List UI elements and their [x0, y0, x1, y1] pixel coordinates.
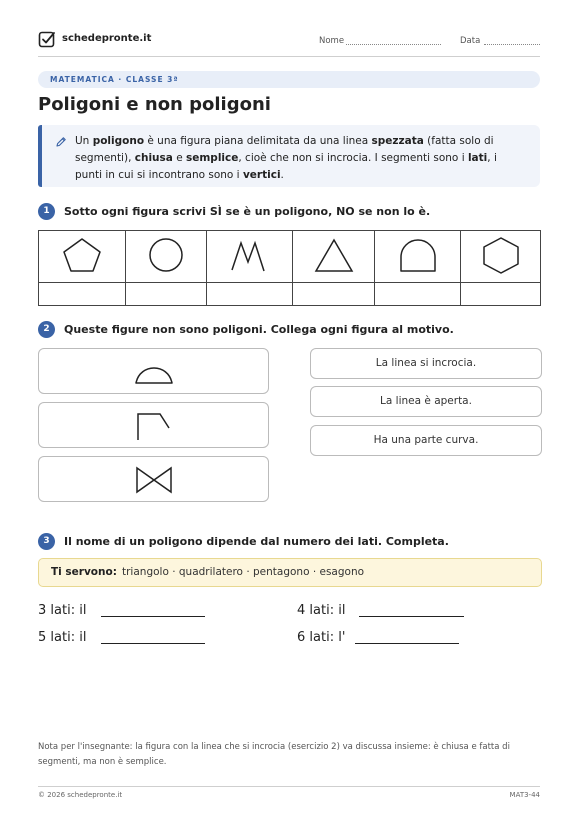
- subject-label: MATEMATICA · CLASSE 3ª: [50, 75, 179, 84]
- motif-curved[interactable]: Ha una parte curva.: [310, 425, 542, 456]
- shape-cell: [207, 231, 293, 283]
- answer-cell-6[interactable]: [461, 283, 541, 306]
- checkbox-logo-icon: [38, 30, 56, 48]
- curved-arch-icon: [134, 357, 174, 387]
- circle-icon: [146, 235, 186, 275]
- definition-text: Un poligono è una figura piana delimitata da una linea spezzata (fatta solo di segmenti), chiusa e semplice, cioè che non si incrocia. I segmenti sono i lati, i punti in cui si incontrano sono i vertici.: [75, 135, 497, 181]
- answer-cell-1[interactable]: [39, 283, 126, 306]
- date-label: Data: [460, 36, 481, 46]
- brand-name: schedepronte.it: [62, 33, 152, 44]
- figure-box-3[interactable]: [38, 456, 269, 502]
- answer-cell-5[interactable]: [375, 283, 461, 306]
- answer-cell-2[interactable]: [126, 283, 207, 306]
- motif-crossing[interactable]: La linea si incrocia.: [310, 348, 542, 379]
- hint-label: Ti servono:: [51, 566, 117, 578]
- teacher-note: Nota per l'insegnante: la figura con la linea che si incrocia (esercizio 2) va discussa insieme: è chiusa e fatta di segmenti, ma non è semplice.: [38, 742, 510, 767]
- pencil-icon: [55, 136, 67, 148]
- shape-cell: [375, 231, 461, 283]
- footer-code: MAT3-44: [509, 791, 540, 799]
- fill-label-3-sides: 3 lati: il: [38, 603, 87, 618]
- fill-line-6-sides[interactable]: [355, 643, 459, 644]
- bowtie-icon: [134, 465, 174, 495]
- header-divider: [38, 56, 540, 57]
- fill-line-5-sides[interactable]: [101, 643, 205, 644]
- fill-label-4-sides: 4 lati: il: [297, 603, 346, 618]
- triangle-icon: [312, 235, 356, 275]
- name-label: Nome: [319, 36, 345, 46]
- figure-box-1[interactable]: [38, 348, 269, 394]
- fill-label-6-sides: 6 lati: l': [297, 630, 346, 645]
- shape-cell: [126, 231, 207, 283]
- hint-words: triangolo · quadrilatero · pentagono · esagono: [122, 566, 365, 578]
- arch-icon: [396, 235, 440, 275]
- definition-accent: [38, 125, 42, 187]
- shape-cell: [461, 231, 541, 283]
- shapes-table: [38, 230, 541, 306]
- footer-divider: [38, 786, 540, 787]
- motif-open[interactable]: La linea è aperta.: [310, 386, 542, 417]
- zigzag-icon: [228, 235, 272, 275]
- figure-box-2[interactable]: [38, 402, 269, 448]
- exercise-1-prompt: Sotto ogni figura scrivi SÌ se è un poligono, NO se non lo è.: [64, 205, 431, 218]
- exercise-number-1: 1: [38, 203, 55, 220]
- name-field[interactable]: [346, 44, 441, 45]
- exercise-2-prompt: Queste figure non sono poligoni. Collega ogni figura al motivo.: [64, 323, 454, 336]
- fill-line-4-sides[interactable]: [359, 616, 464, 617]
- fill-line-3-sides[interactable]: [101, 616, 205, 617]
- exercise-3-prompt: Il nome di un poligono dipende dal numero dei lati. Completa.: [64, 535, 449, 548]
- exercise-number-2: 2: [38, 321, 55, 338]
- shape-cell: [39, 231, 126, 283]
- answer-cell-4[interactable]: [293, 283, 375, 306]
- shape-cell: [293, 231, 375, 283]
- footer-copyright: © 2026 schedepronte.it: [38, 791, 123, 799]
- pentagon-icon: [60, 235, 104, 275]
- fill-label-5-sides: 5 lati: il: [38, 630, 87, 645]
- exercise-number-3: 3: [38, 533, 55, 550]
- answer-cell-3[interactable]: [207, 283, 293, 306]
- open-line-icon: [134, 410, 174, 442]
- page-title: Poligoni e non poligoni: [38, 94, 271, 115]
- date-field[interactable]: [484, 44, 540, 45]
- hexagon-icon: [479, 235, 523, 275]
